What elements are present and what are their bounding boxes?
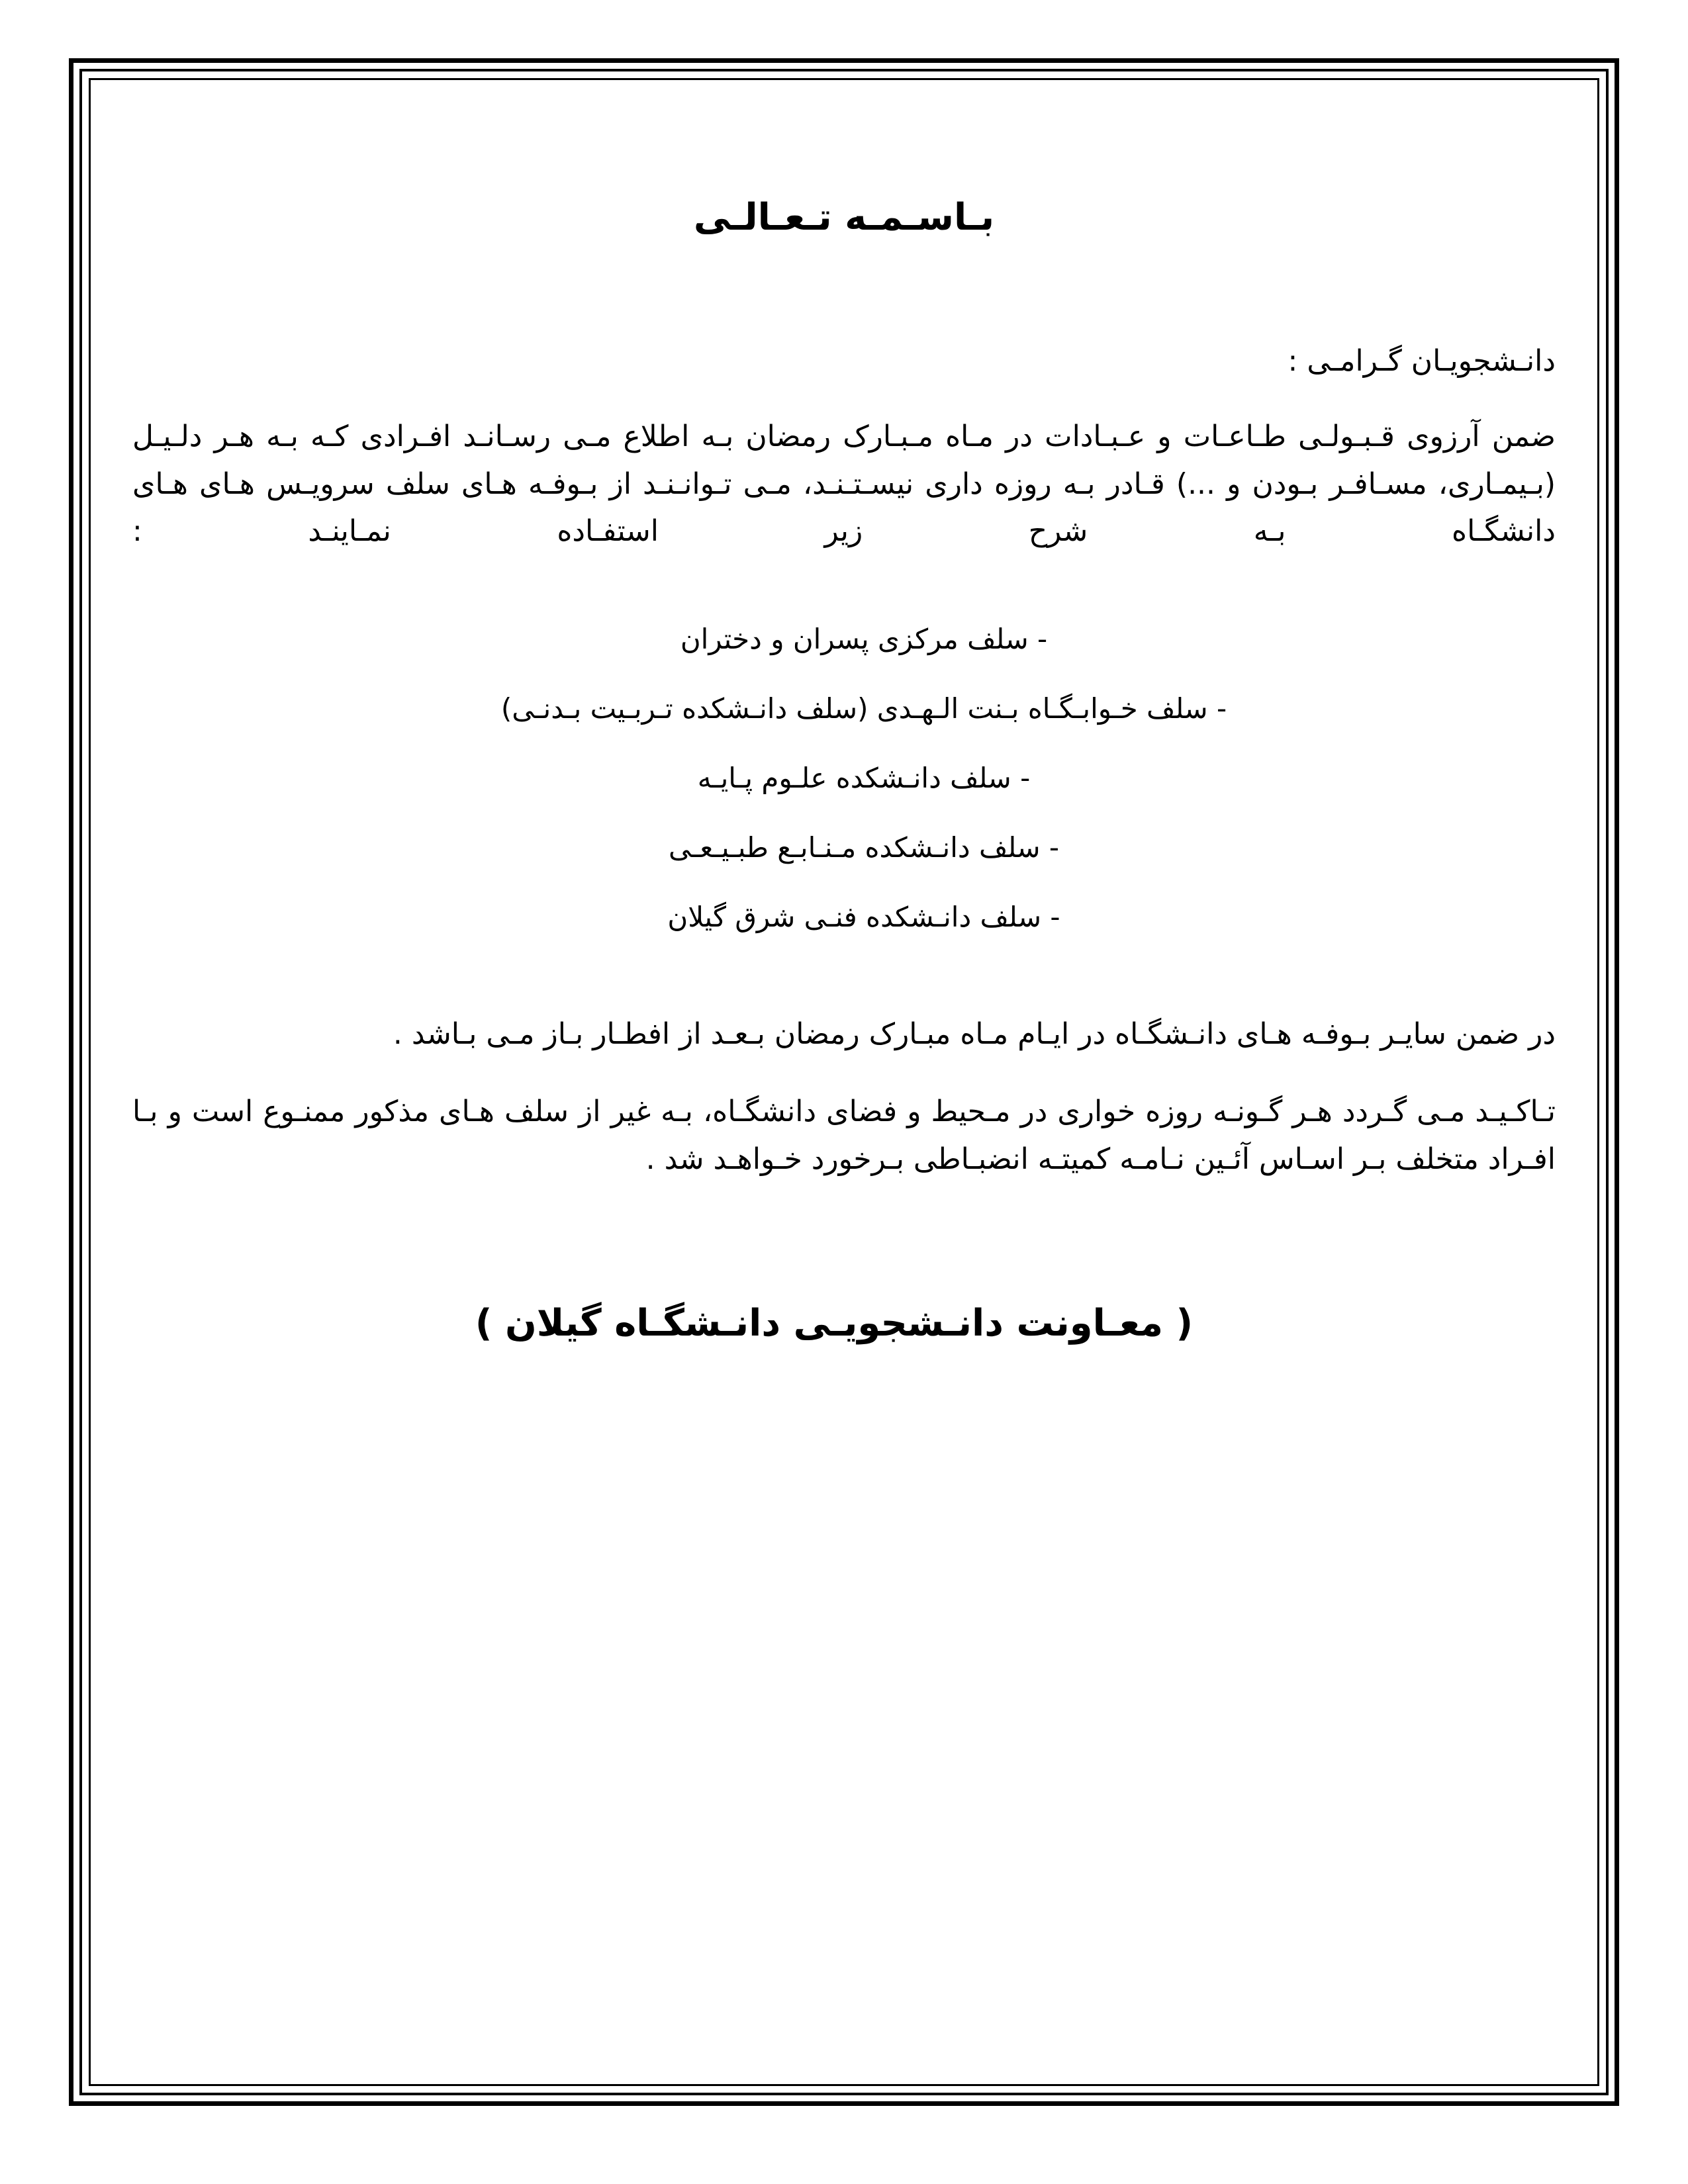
- list-item: - سلف دانـشکده فنـی شرق گیلان: [667, 901, 1060, 934]
- cafeteria-list: [132, 618, 1556, 938]
- list-item: - سلف خـوابـگـاه بـنت الـهـدی (سلف دانـشکده تـربـیت بـدنـی): [500, 692, 1227, 725]
- salutation-line: دانـشجویـان گـرامـی :: [1288, 344, 1556, 379]
- document-content: [132, 119, 1556, 2052]
- intro-paragraph: ضمن آرزوی قـبـولـی طـاعـات و عـبـادات در مـاه مـبـارک رمضان بـه اطلاع مـی رسـانـد افـرادی کـه بـه هـر دلـیـل (بـیمـاری، مسـافـر بـودن و ...) قـادر بـه روزه داری نیسـتـنـد، مـی تـوانـنـد از بـوفـه هـای سلف سرویـس هـای هـای دانشگـاه بـه شرح زیر استفـاده نمـاینـد :: [132, 420, 1556, 548]
- list-item: - سلف مرکزی پسران و دختران: [680, 623, 1048, 656]
- document-header: بـاسـمـه تـعـالـی: [693, 196, 995, 239]
- list-item: - سلف دانـشکده مـنـابـع طبـیـعـی: [668, 831, 1060, 864]
- signature-line: ( معـاونت دانـشجویـی دانـشگـاه گیلان ): [475, 1301, 1194, 1345]
- note-paragraph: در ضمن سایـر بـوفـه هـای دانـشگـاه در ایـام مـاه مبـارک رمضان بـعـد از افطـار بـاز مـی بـاشد .: [393, 1017, 1556, 1052]
- list-item: - سلف دانـشکده علـوم پـایـه: [697, 762, 1031, 795]
- warning-paragraph: تـاکـیـد مـی گـردد هـر گـونـه روزه خواری در مـحیط و فضای دانشگـاه، بـه غیر از سلف هـای مذکور ممنـوع است و بـا افـراد متخلف بـر اسـاس آئـین نـامـه کمیتـه انضبـاطی بـرخورد خـواهـد شد .: [132, 1095, 1556, 1176]
